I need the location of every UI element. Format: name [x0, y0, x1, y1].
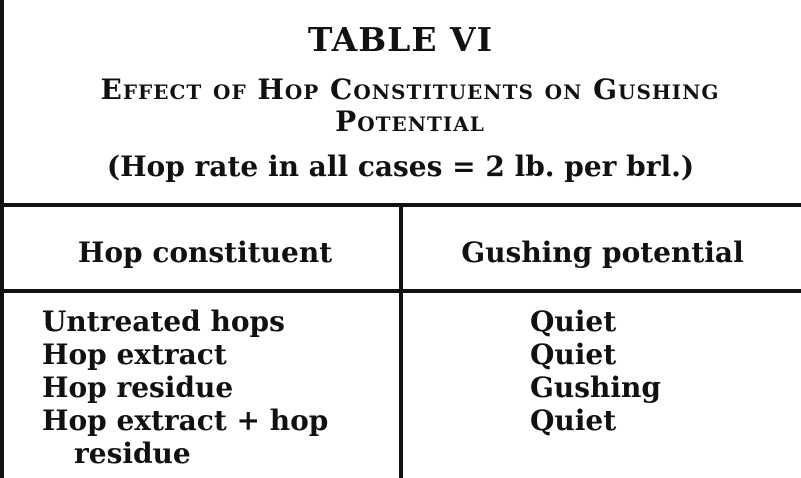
table-row	[0, 305, 801, 338]
potential-cell: Quiet	[530, 404, 617, 437]
constituent-cell	[42, 404, 392, 470]
potential-cell: Quiet	[530, 305, 617, 338]
constituent-line-1: Hop extract + hop	[42, 404, 329, 437]
potential-cell: Quiet	[530, 338, 617, 371]
table-note: (Hop rate in all cases = 2 lb. per brl.)	[106, 150, 695, 183]
table-title: TABLE VI	[307, 20, 494, 59]
constituent-cell: Hop residue	[42, 371, 234, 404]
column-header-gushing-potential: Gushing potential	[461, 236, 744, 269]
constituent-cell: Untreated hops	[42, 305, 285, 338]
table-subtitle: Effect of Hop Constituents on Gushing Potential	[100, 73, 720, 138]
table-row	[0, 371, 801, 404]
table-row	[0, 404, 801, 470]
table-header-rule	[0, 289, 801, 293]
constituent-line-2: residue	[74, 437, 191, 470]
table-row	[0, 338, 801, 371]
potential-cell: Gushing	[530, 371, 661, 404]
column-header-hop-constituent: Hop constituent	[77, 236, 333, 269]
constituent-cell: Hop extract	[42, 338, 227, 371]
table-body	[0, 305, 801, 470]
